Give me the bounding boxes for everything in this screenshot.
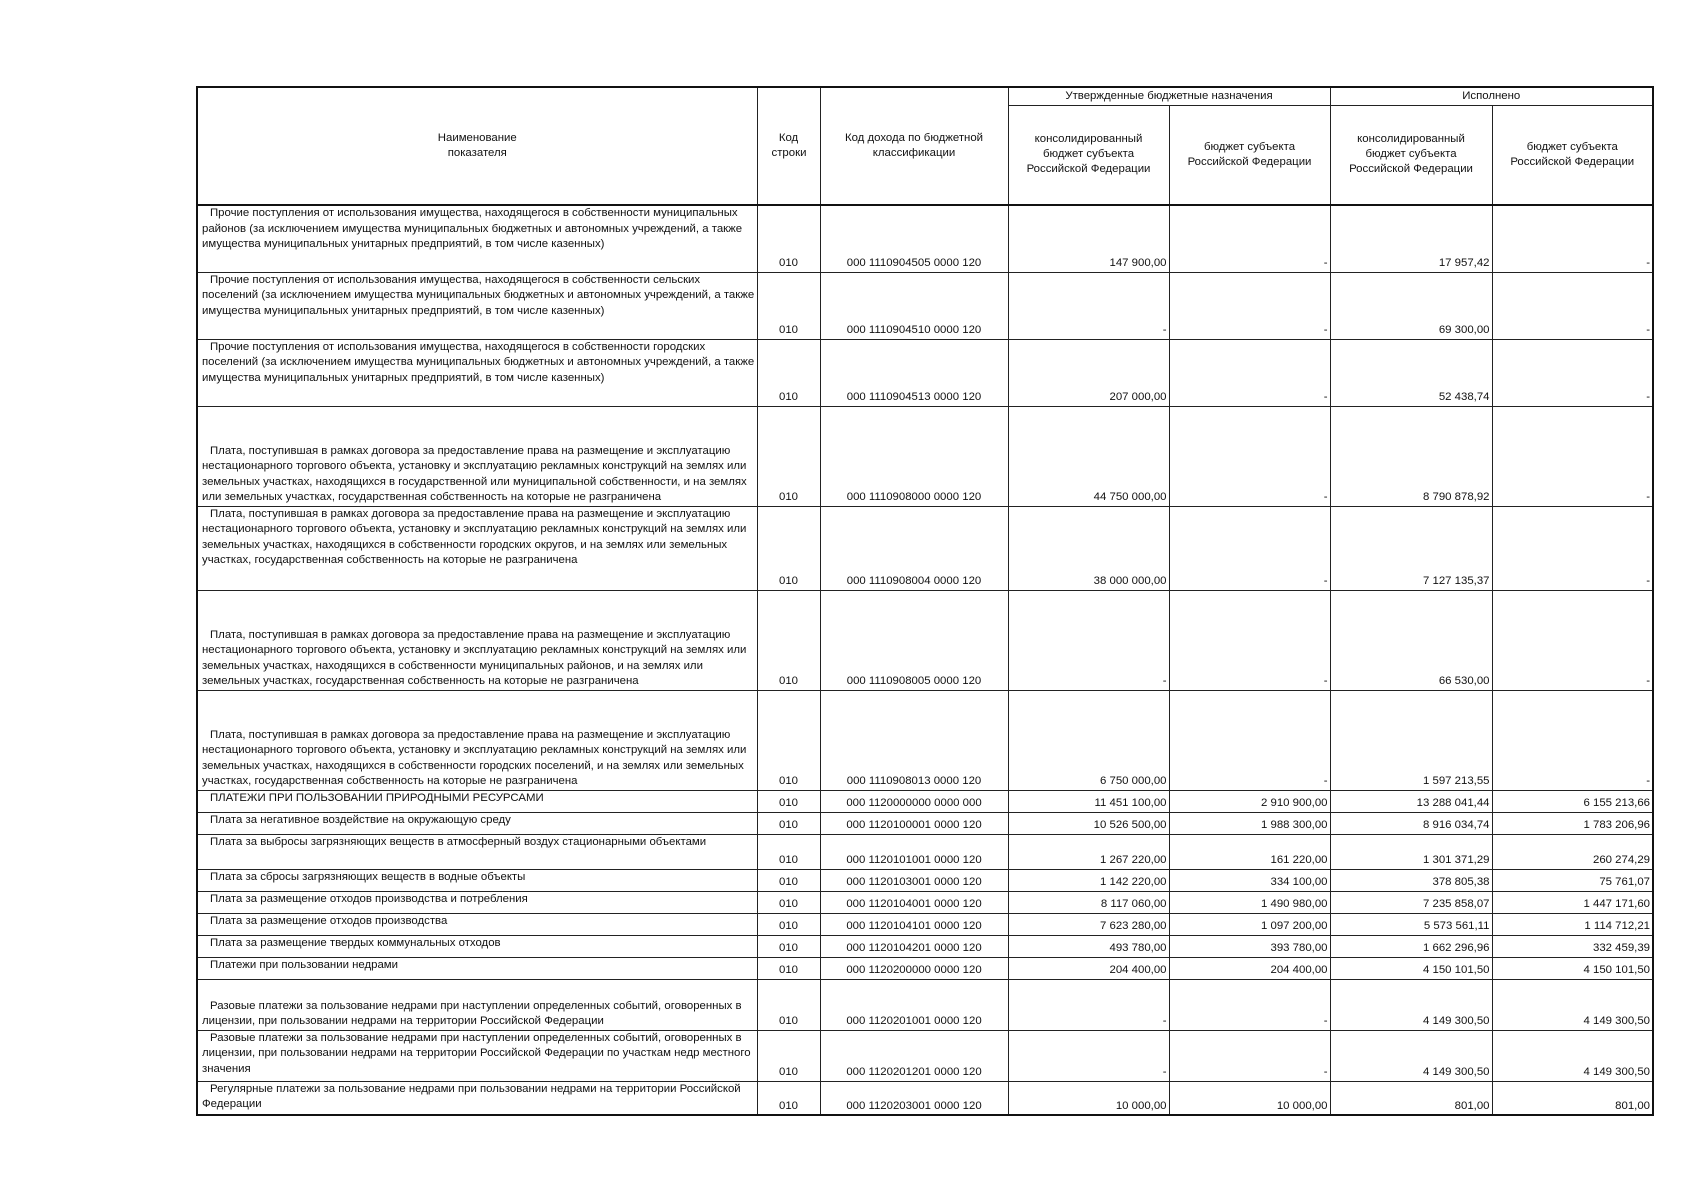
header-approved-subject: бюджет субъекта Российской Федерации xyxy=(1169,105,1330,205)
row-executed-consolidated: 5 573 561,11 xyxy=(1330,913,1492,935)
row-approved-consolidated: - xyxy=(1008,1030,1169,1081)
row-executed-consolidated: 13 288 041,44 xyxy=(1330,790,1492,812)
row-income-code: 000 1120101001 0000 120 xyxy=(820,834,1008,869)
row-line-code: 010 xyxy=(757,339,820,406)
row-name: Регулярные платежи за пользование недрами при пользовании недрами на территории Российской Федерации xyxy=(197,1081,757,1115)
row-executed-consolidated: 4 149 300,50 xyxy=(1330,979,1492,1030)
row-executed-subject: - xyxy=(1492,506,1653,590)
row-executed-subject: - xyxy=(1492,690,1653,790)
row-approved-consolidated: 8 117 060,00 xyxy=(1008,891,1169,913)
row-executed-subject: 1 783 206,96 xyxy=(1492,812,1653,834)
row-income-code: 000 1120104101 0000 120 xyxy=(820,913,1008,935)
row-approved-subject: - xyxy=(1169,506,1330,590)
row-executed-consolidated: 52 438,74 xyxy=(1330,339,1492,406)
table-row xyxy=(197,891,1653,913)
row-line-code: 010 xyxy=(757,790,820,812)
row-executed-consolidated: 69 300,00 xyxy=(1330,272,1492,339)
row-executed-consolidated: 8 916 034,74 xyxy=(1330,812,1492,834)
row-approved-consolidated: 1 142 220,00 xyxy=(1008,869,1169,891)
header-executed-group: Исполнено xyxy=(1330,87,1653,105)
row-executed-consolidated: 8 790 878,92 xyxy=(1330,406,1492,506)
row-executed-subject: - xyxy=(1492,272,1653,339)
row-approved-consolidated: 204 400,00 xyxy=(1008,957,1169,979)
row-name: ПЛАТЕЖИ ПРИ ПОЛЬЗОВАНИИ ПРИРОДНЫМИ РЕСУРСАМИ xyxy=(197,790,757,812)
row-line-code: 010 xyxy=(757,205,820,272)
table-row xyxy=(197,1030,1653,1081)
row-name: Прочие поступления от использования имущества, находящегося в собственности сельских поселений (за исключением имущества муниципальных бюджетных и автономных учреждений, а также имущества муниципальных унитарных предприятий, в том числе казенных) xyxy=(197,272,757,339)
row-executed-consolidated: 1 597 213,55 xyxy=(1330,690,1492,790)
row-approved-consolidated: 1 267 220,00 xyxy=(1008,834,1169,869)
row-executed-subject: - xyxy=(1492,406,1653,506)
row-approved-subject: 334 100,00 xyxy=(1169,869,1330,891)
row-income-code: 000 1110904510 0000 120 xyxy=(820,272,1008,339)
row-name: Прочие поступления от использования имущества, находящегося в собственности городских поселений (за исключением имущества муниципальных бюджетных и автономных учреждений, а также имущества муниципальных унитарных предприятий, в том числе казенных) xyxy=(197,339,757,406)
row-executed-subject: 6 155 213,66 xyxy=(1492,790,1653,812)
row-income-code: 000 1110908005 0000 120 xyxy=(820,590,1008,690)
header-approved-consolidated: консолидированный бюджет субъекта Российской Федерации xyxy=(1008,105,1169,205)
row-approved-subject: - xyxy=(1169,205,1330,272)
row-executed-subject: 1 114 712,21 xyxy=(1492,913,1653,935)
row-income-code: 000 1120103001 0000 120 xyxy=(820,869,1008,891)
table-row xyxy=(197,339,1653,406)
row-name: Плата, поступившая в рамках договора за предоставление права на размещение и эксплуатацию нестационарного торгового объекта, установку и эксплуатацию рекламных конструкций на землях или земельных участках, находящихся в собственности муниципальных районов, и на землях или земельных участках, государственная собственность на которые не разграничена xyxy=(197,590,757,690)
row-executed-subject: - xyxy=(1492,339,1653,406)
row-executed-subject: - xyxy=(1492,590,1653,690)
row-name: Плата за размещение твердых коммунальных отходов xyxy=(197,935,757,957)
row-approved-subject: 1 490 980,00 xyxy=(1169,891,1330,913)
row-line-code: 010 xyxy=(757,891,820,913)
table-header xyxy=(197,87,1653,205)
row-income-code: 000 1120000000 0000 000 xyxy=(820,790,1008,812)
row-executed-subject: - xyxy=(1492,205,1653,272)
row-executed-subject: 260 274,29 xyxy=(1492,834,1653,869)
row-executed-subject: 4 149 300,50 xyxy=(1492,1030,1653,1081)
row-line-code: 010 xyxy=(757,272,820,339)
row-name: Прочие поступления от использования имущества, находящегося в собственности муниципальных районов (за исключением имущества муниципальных бюджетных и автономных учреждений, а также имущества муниципальных унитарных предприятий, в том числе казенных) xyxy=(197,205,757,272)
row-approved-consolidated: 44 750 000,00 xyxy=(1008,406,1169,506)
row-executed-consolidated: 801,00 xyxy=(1330,1081,1492,1115)
row-income-code: 000 1120203001 0000 120 xyxy=(820,1081,1008,1115)
row-name: Плата за выбросы загрязняющих веществ в атмосферный воздух стационарными объектами xyxy=(197,834,757,869)
row-income-code: 000 1110904513 0000 120 xyxy=(820,339,1008,406)
table-row xyxy=(197,590,1653,690)
row-approved-subject: 1 988 300,00 xyxy=(1169,812,1330,834)
table-row xyxy=(197,272,1653,339)
row-income-code: 000 1110908004 0000 120 xyxy=(820,506,1008,590)
row-name: Платежи при пользовании недрами xyxy=(197,957,757,979)
row-approved-subject: 161 220,00 xyxy=(1169,834,1330,869)
row-name: Разовые платежи за пользование недрами при наступлении определенных событий, оговоренных в лицензии, при пользовании недрами на территории Российской Федерации по участкам недр местного значения xyxy=(197,1030,757,1081)
row-approved-subject: 10 000,00 xyxy=(1169,1081,1330,1115)
row-executed-consolidated: 1 301 371,29 xyxy=(1330,834,1492,869)
row-income-code: 000 1110908000 0000 120 xyxy=(820,406,1008,506)
row-executed-consolidated: 4 149 300,50 xyxy=(1330,1030,1492,1081)
header-line-code: Код строки xyxy=(757,87,820,205)
row-line-code: 010 xyxy=(757,957,820,979)
row-executed-subject: 801,00 xyxy=(1492,1081,1653,1115)
row-approved-consolidated: 6 750 000,00 xyxy=(1008,690,1169,790)
row-executed-consolidated: 17 957,42 xyxy=(1330,205,1492,272)
row-line-code: 010 xyxy=(757,590,820,690)
table-row xyxy=(197,812,1653,834)
row-approved-consolidated: 493 780,00 xyxy=(1008,935,1169,957)
row-approved-consolidated: 147 900,00 xyxy=(1008,205,1169,272)
table-row xyxy=(197,406,1653,506)
row-executed-subject: 332 459,39 xyxy=(1492,935,1653,957)
header-executed-consolidated: консолидированный бюджет субъекта Российской Федерации xyxy=(1330,105,1492,205)
row-approved-subject: - xyxy=(1169,272,1330,339)
budget-execution-table xyxy=(196,86,1654,1116)
table-row xyxy=(197,979,1653,1030)
row-income-code: 000 1110908013 0000 120 xyxy=(820,690,1008,790)
row-approved-consolidated: 11 451 100,00 xyxy=(1008,790,1169,812)
row-approved-subject: - xyxy=(1169,590,1330,690)
row-executed-subject: 1 447 171,60 xyxy=(1492,891,1653,913)
row-executed-consolidated: 7 235 858,07 xyxy=(1330,891,1492,913)
row-name: Плата за негативное воздействие на окружающую среду xyxy=(197,812,757,834)
table-row xyxy=(197,690,1653,790)
row-income-code: 000 1120201001 0000 120 xyxy=(820,979,1008,1030)
row-approved-subject: 1 097 200,00 xyxy=(1169,913,1330,935)
row-name: Разовые платежи за пользование недрами при наступлении определенных событий, оговоренных в лицензии, при пользовании недрами на территории Российской Федерации xyxy=(197,979,757,1030)
row-approved-consolidated: 38 000 000,00 xyxy=(1008,506,1169,590)
table-row xyxy=(197,790,1653,812)
row-approved-subject: - xyxy=(1169,1030,1330,1081)
row-name: Плата, поступившая в рамках договора за предоставление права на размещение и эксплуатацию нестационарного торгового объекта, установку и эксплуатацию рекламных конструкций на землях или земельных участках, находящихся в собственности городских округов, и на землях или земельных участках, государственная собственность на которые не разграничена xyxy=(197,506,757,590)
row-approved-consolidated: - xyxy=(1008,272,1169,339)
row-income-code: 000 1120104001 0000 120 xyxy=(820,891,1008,913)
row-approved-subject: - xyxy=(1169,690,1330,790)
header-income-code: Код дохода по бюджетной классификации xyxy=(820,87,1008,205)
row-approved-consolidated: - xyxy=(1008,979,1169,1030)
row-approved-consolidated: 10 526 500,00 xyxy=(1008,812,1169,834)
row-executed-consolidated: 7 127 135,37 xyxy=(1330,506,1492,590)
table-body xyxy=(197,205,1653,1115)
row-approved-consolidated: 207 000,00 xyxy=(1008,339,1169,406)
header-name: Наименование показателя xyxy=(197,87,757,205)
row-income-code: 000 1120200000 0000 120 xyxy=(820,957,1008,979)
row-approved-consolidated: 7 623 280,00 xyxy=(1008,913,1169,935)
row-line-code: 010 xyxy=(757,506,820,590)
row-approved-subject: - xyxy=(1169,979,1330,1030)
row-executed-subject: 75 761,07 xyxy=(1492,869,1653,891)
row-approved-subject: 2 910 900,00 xyxy=(1169,790,1330,812)
row-income-code: 000 1110904505 0000 120 xyxy=(820,205,1008,272)
header-approved-group: Утвержденные бюджетные назначения xyxy=(1008,87,1330,105)
row-name: Плата, поступившая в рамках договора за предоставление права на размещение и эксплуатацию нестационарного торгового объекта, установку и эксплуатацию рекламных конструкций на землях или земельных участках, находящихся в собственности городских поселений, и на землях или земельных участках, государственная собственность на которые не разграничена xyxy=(197,690,757,790)
row-approved-consolidated: - xyxy=(1008,590,1169,690)
table-row xyxy=(197,913,1653,935)
row-line-code: 010 xyxy=(757,690,820,790)
row-executed-consolidated: 4 150 101,50 xyxy=(1330,957,1492,979)
row-line-code: 010 xyxy=(757,1030,820,1081)
table-row xyxy=(197,935,1653,957)
row-approved-subject: 393 780,00 xyxy=(1169,935,1330,957)
table-row xyxy=(197,506,1653,590)
row-executed-consolidated: 378 805,38 xyxy=(1330,869,1492,891)
header-executed-subject: бюджет субъекта Российской Федерации xyxy=(1492,105,1653,205)
table-row xyxy=(197,205,1653,272)
row-line-code: 010 xyxy=(757,834,820,869)
row-executed-subject: 4 150 101,50 xyxy=(1492,957,1653,979)
row-name: Плата за сбросы загрязняющих веществ в водные объекты xyxy=(197,869,757,891)
row-income-code: 000 1120201201 0000 120 xyxy=(820,1030,1008,1081)
row-income-code: 000 1120100001 0000 120 xyxy=(820,812,1008,834)
row-name: Плата, поступившая в рамках договора за предоставление права на размещение и эксплуатацию нестационарного торгового объекта, установку и эксплуатацию рекламных конструкций на землях или земельных участках, находящихся в государственной или муниципальной собственности, и на землях или земельных участках, государственная собственность на которые не разграничена xyxy=(197,406,757,506)
row-line-code: 010 xyxy=(757,406,820,506)
row-executed-consolidated: 66 530,00 xyxy=(1330,590,1492,690)
row-executed-subject: 4 149 300,50 xyxy=(1492,979,1653,1030)
row-executed-consolidated: 1 662 296,96 xyxy=(1330,935,1492,957)
row-line-code: 010 xyxy=(757,869,820,891)
table-row xyxy=(197,869,1653,891)
row-name: Плата за размещение отходов производства xyxy=(197,913,757,935)
table-row xyxy=(197,834,1653,869)
row-approved-subject: - xyxy=(1169,406,1330,506)
row-name: Плата за размещение отходов производства и потребления xyxy=(197,891,757,913)
row-line-code: 010 xyxy=(757,913,820,935)
row-approved-subject: - xyxy=(1169,339,1330,406)
row-line-code: 010 xyxy=(757,935,820,957)
row-line-code: 010 xyxy=(757,1081,820,1115)
row-line-code: 010 xyxy=(757,979,820,1030)
row-line-code: 010 xyxy=(757,812,820,834)
table-row xyxy=(197,957,1653,979)
row-approved-consolidated: 10 000,00 xyxy=(1008,1081,1169,1115)
row-approved-subject: 204 400,00 xyxy=(1169,957,1330,979)
table-row xyxy=(197,1081,1653,1115)
row-income-code: 000 1120104201 0000 120 xyxy=(820,935,1008,957)
